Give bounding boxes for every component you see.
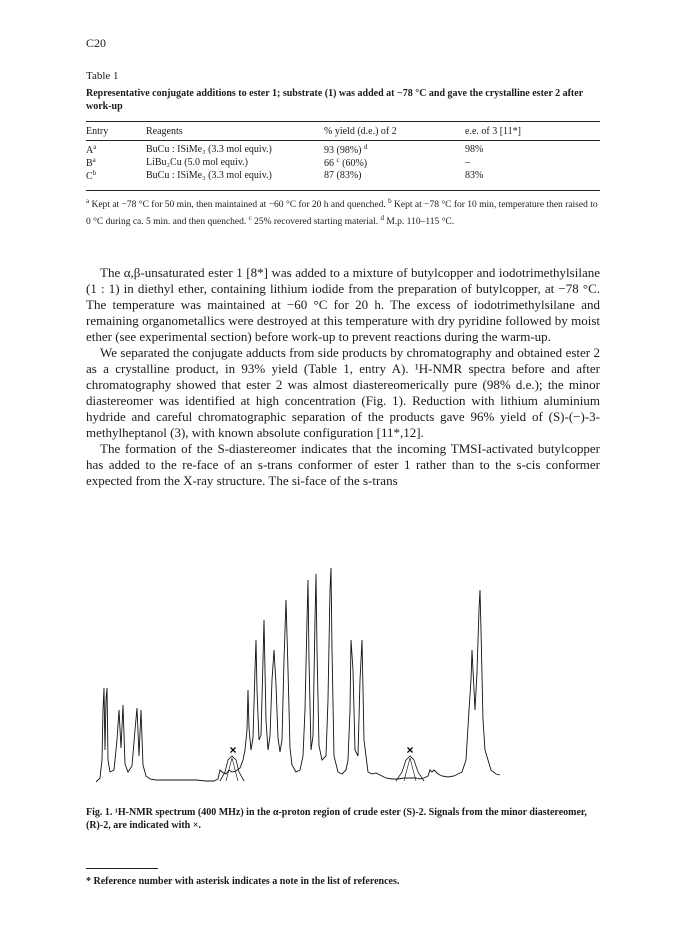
table-bottom-rule [86, 190, 600, 191]
paragraph-3: The formation of the S-diastereomer indicates that the incoming TMSI-activated butylcopper has added to the re-face of an s-trans conformer of ester 1 rather than to the s-cis conformer expected from the X-ray structure. The si-face of the s-trans [86, 441, 600, 488]
page-number: C20 [86, 36, 107, 50]
table-row [86, 169, 600, 182]
minor-marker-left: × [229, 743, 237, 757]
table-top-rule [86, 121, 600, 122]
table-row [86, 143, 600, 156]
cell-reagents: BuCu : ISiMe₃ (3.3 mol equiv.) [146, 144, 272, 155]
page-footnote: * Reference number with asterisk indicates a note in the list of references. [86, 876, 400, 887]
table-row [86, 156, 600, 169]
minor-peak-right [396, 756, 424, 781]
footnote-c: 25% recovered starting material. [254, 217, 379, 227]
cell-ee: – [465, 157, 470, 168]
spectrum-trace [96, 568, 500, 782]
table-header-row [86, 123, 600, 141]
footnote-b: Kept at −78 °C for 10 min, temperature then raised to 0 °C during ca. 5 min. and then quenched. [86, 200, 598, 227]
footnote-a: Kept at −78 °C for 50 min, then maintained at −60 °C for 20 h and quenched. [91, 200, 386, 210]
cell-reagents: BuCu : ISiMe₃ (3.3 mol equiv.) [146, 170, 272, 181]
cell-yield: 66 $^c$ (60%) [324, 156, 368, 169]
paragraph-1: The α,β-unsaturated ester 1 [8*] was added to a mixture of butylcopper and iodotrimethylsilane (1 : 1) in diethyl ether, containing lithium iodide from the preparation of butylcopper, at −78 °C. The temperature was maintained at −60 °C for 20 h. The excess of iodotrimethylsilane and remaining organometallics were destroyed at this temperature with dry pyridine followed by moist ether (see experimental section) before work-up to prevent reactions during the warm-up. [86, 265, 600, 344]
cell-yield: 87 (83%) [324, 170, 362, 181]
cell-entry: $A^a$ [86, 143, 97, 156]
figure-caption: Fig. 1. ¹H-NMR spectrum (400 MHz) in the α-proton region of crude ester (S)-2. Signals from the minor diastereomer, (R)-2, are indicated with ×. [86, 807, 587, 831]
col-header-reagents: Reagents [146, 125, 183, 137]
cell-ee: 98% [465, 144, 484, 155]
minor-peak-left [220, 756, 244, 781]
paragraph-2: We separated the conjugate adducts from side products by chromatography and obtained ester 2 as a crystalline product, in 93% yield (Table 1, entry A). ¹H-NMR spectra before and after chromatography showed that ester 2 was almost diastereomerically pure (98% d.e.); the minor diastereomer was identified at high concentration (Fig. 1). Reduction with lithium aluminium hydride and careful chromatographic separation of the products gave 96% yield of (S)-(−)-3-methylheptanol (3), with known absolute configuration [11*,12]. [86, 345, 600, 440]
table-label: Table 1 [86, 70, 119, 82]
col-header-entry: Entry [86, 125, 109, 137]
cell-reagents: LiBu₂Cu (5.0 mol equiv.) [146, 157, 248, 168]
cell-entry: $C^b$ [86, 169, 97, 182]
footnote-d: M.p. 110–115 °C. [386, 217, 455, 227]
minor-marker-right: × [406, 743, 414, 757]
cell-yield: 93 (98%) $^d$ [324, 143, 368, 156]
table-footnotes: $^a$ Kept at −78 °C for 50 min, then maintained at −60 °C for 20 h and quenched. $^b$ Kept at −78 °C for 10 min, temperature then raised to 0 °C during ca. 5 min. and then quenched. $^c$ 25% recovered starting material. $^d$ M.p. 110–115 °C. [86, 197, 598, 227]
footnote-rule [86, 868, 158, 869]
col-header-yield: % yield (d.e.) of 2 [324, 125, 397, 137]
cell-entry: $B^a$ [86, 156, 96, 169]
body-text [86, 265, 600, 489]
col-header-ee: e.e. of 3 [11*] [465, 125, 521, 137]
results-table [86, 123, 600, 182]
nmr-spectrum [86, 560, 506, 790]
table-caption: Representative conjugate additions to ester 1; substrate (1) was added at −78 °C and gave the crystalline ester 2 after work-up [86, 88, 583, 112]
cell-ee: 83% [465, 170, 484, 181]
